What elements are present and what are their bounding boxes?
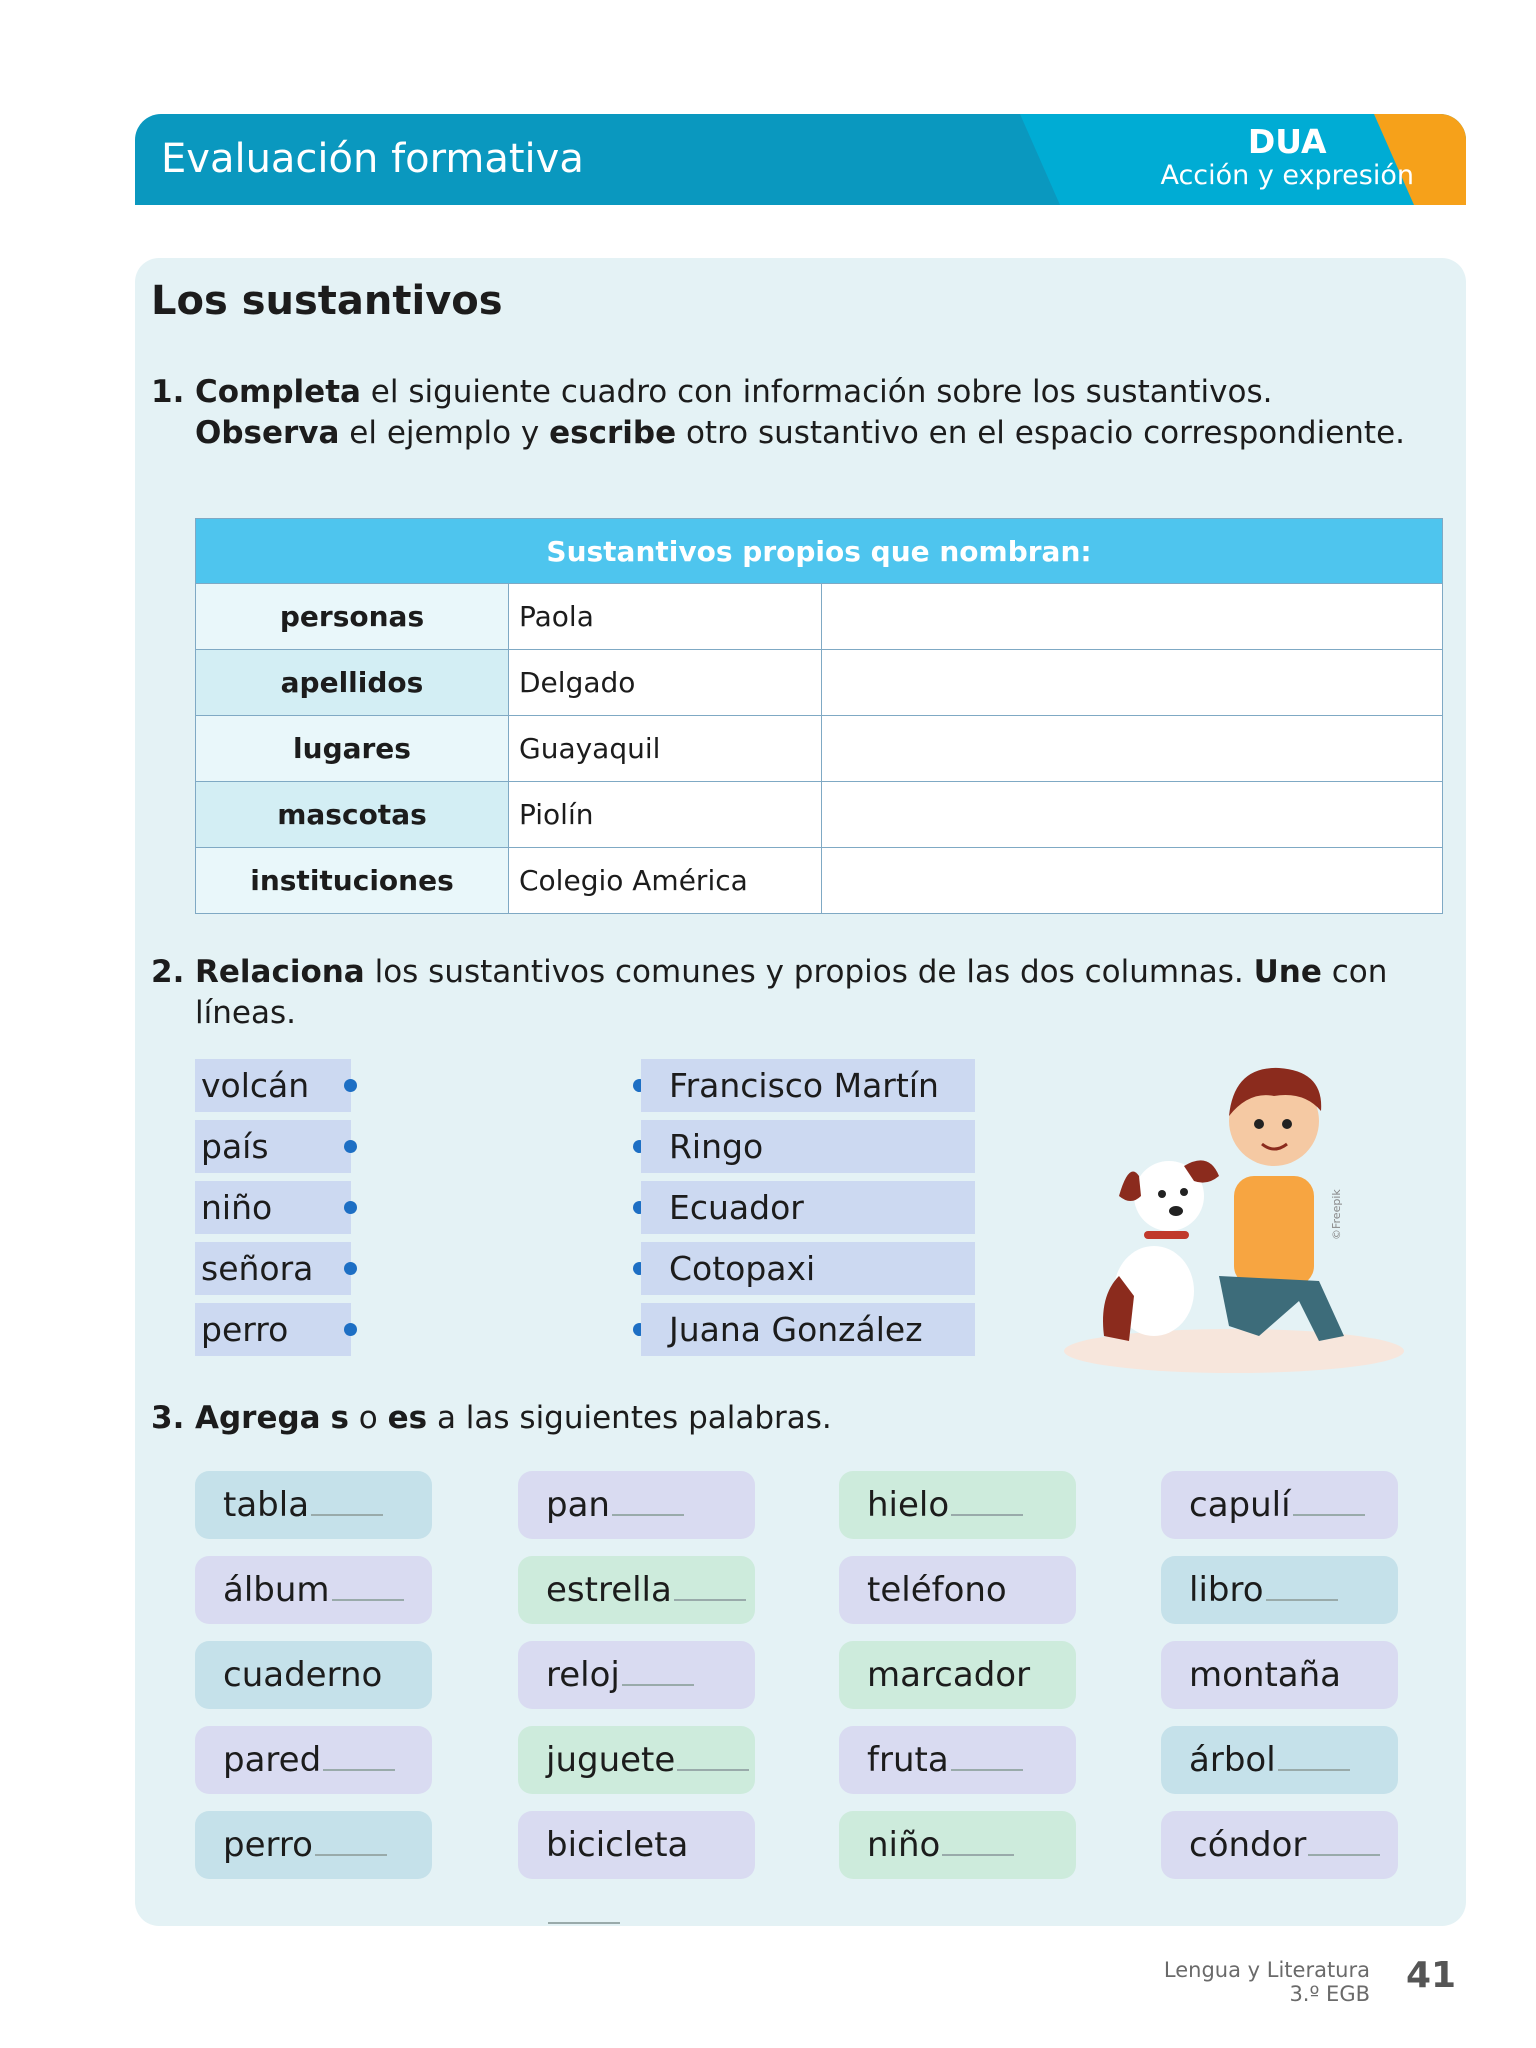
answer-cell[interactable] — [822, 584, 1443, 650]
answer-blank[interactable] — [1278, 1769, 1350, 1771]
word-card — [195, 1556, 432, 1624]
left-connector-dot[interactable] — [344, 1079, 357, 1092]
q1-verb: escribe — [549, 415, 677, 451]
word: capulí — [1189, 1485, 1291, 1525]
answer-blank[interactable] — [548, 1922, 620, 1924]
word-card — [195, 1726, 432, 1794]
word-card — [518, 1811, 755, 1879]
q2-text: los sustantivos comunes y propios de las dos columnas. — [364, 954, 1254, 990]
word-card — [518, 1556, 755, 1624]
table-row — [196, 716, 1443, 782]
answer-blank[interactable] — [1293, 1514, 1365, 1516]
example-cell: Piolín — [509, 782, 822, 848]
image-credit: ©Freepik — [1330, 1189, 1343, 1240]
answer-blank[interactable] — [315, 1854, 387, 1856]
word: álbum — [223, 1570, 330, 1610]
word: pared — [223, 1740, 322, 1780]
answer-blank[interactable] — [323, 1769, 395, 1771]
q2-verb: Relaciona — [195, 954, 365, 990]
proper-noun-label: Cotopaxi — [641, 1242, 975, 1295]
page-number: 41 — [1406, 1955, 1457, 1996]
category-cell: personas — [196, 584, 509, 650]
word: árbol — [1189, 1740, 1276, 1780]
word-card — [195, 1641, 432, 1709]
category-cell: instituciones — [196, 848, 509, 914]
word: pan — [546, 1485, 610, 1525]
word: teléfono — [867, 1570, 1007, 1610]
footer-info — [1164, 1958, 1370, 2006]
category-cell: mascotas — [196, 782, 509, 848]
answer-blank[interactable] — [951, 1769, 1023, 1771]
answer-blank[interactable] — [622, 1684, 694, 1686]
word: reloj — [546, 1655, 620, 1695]
word: estrella — [546, 1570, 672, 1610]
footer-subject: Lengua y Literatura — [1163, 1958, 1370, 1982]
question-2 — [151, 952, 1411, 1034]
answer-cell[interactable] — [822, 716, 1443, 782]
example-cell: Paola — [509, 584, 822, 650]
q1-verb: Observa — [195, 415, 340, 451]
word-card — [839, 1556, 1076, 1624]
left-connector-dot[interactable] — [344, 1201, 357, 1214]
answer-blank[interactable] — [951, 1514, 1023, 1516]
category-cell: apellidos — [196, 650, 509, 716]
common-noun-label: perro — [195, 1303, 351, 1356]
category-cell: lugares — [196, 716, 509, 782]
word: cuaderno — [223, 1655, 383, 1695]
word: libro — [1189, 1570, 1264, 1610]
word-card — [195, 1471, 432, 1539]
answer-blank[interactable] — [942, 1854, 1014, 1856]
word: juguete — [546, 1740, 676, 1780]
dua-badge — [1160, 124, 1414, 192]
answer-cell[interactable] — [822, 848, 1443, 914]
answer-blank[interactable] — [612, 1514, 684, 1516]
table-row — [196, 782, 1443, 848]
q2-text: con líneas. — [195, 954, 1388, 1031]
q3-text: o — [348, 1400, 388, 1436]
q1-verb: Completa — [195, 374, 361, 410]
word-card — [1161, 1811, 1398, 1879]
q3-suffix: es — [387, 1400, 428, 1436]
word-card — [839, 1641, 1076, 1709]
word-card — [839, 1471, 1076, 1539]
q3-text — [321, 1400, 331, 1436]
common-noun-label: señora — [195, 1242, 351, 1295]
answer-blank[interactable] — [677, 1769, 749, 1771]
q3-suffix: s — [330, 1400, 349, 1436]
nouns-table — [195, 518, 1443, 914]
answer-cell[interactable] — [822, 782, 1443, 848]
q1-text: otro sustantivo en el espacio correspondiente. — [676, 415, 1406, 451]
question-number: 1. — [151, 374, 185, 410]
common-noun-label: niño — [195, 1181, 351, 1234]
question-3 — [151, 1398, 1411, 1439]
answer-cell[interactable] — [822, 650, 1443, 716]
left-connector-dot[interactable] — [344, 1262, 357, 1275]
proper-noun-label: Juana González — [641, 1303, 975, 1356]
answer-blank[interactable] — [311, 1514, 383, 1516]
question-number: 3. — [151, 1400, 185, 1436]
word: perro — [223, 1825, 313, 1865]
proper-noun-label: Ringo — [641, 1120, 975, 1173]
word-card — [1161, 1726, 1398, 1794]
question-number: 2. — [151, 954, 185, 990]
left-connector-dot[interactable] — [344, 1323, 357, 1336]
header-title: Evaluación formativa — [161, 136, 584, 182]
example-cell: Colegio América — [509, 848, 822, 914]
word: marcador — [867, 1655, 1031, 1695]
table-header: Sustantivos propios que nombran: — [196, 519, 1443, 584]
word-card — [518, 1641, 755, 1709]
q3-text: a las siguientes palabras. — [427, 1400, 832, 1436]
word: fruta — [867, 1740, 949, 1780]
common-noun-label: país — [195, 1120, 351, 1173]
example-cell: Delgado — [509, 650, 822, 716]
answer-blank[interactable] — [1308, 1854, 1380, 1856]
boy-and-dog-illustration — [1059, 1046, 1410, 1377]
header-banner — [135, 114, 1466, 205]
proper-noun-label: Francisco Martín — [641, 1059, 975, 1112]
question-1 — [151, 372, 1411, 454]
proper-noun-label: Ecuador — [641, 1181, 975, 1234]
word-card — [518, 1471, 755, 1539]
word-card — [195, 1811, 432, 1879]
footer-grade: 3.º EGB — [1289, 1982, 1370, 2006]
word-card — [839, 1811, 1076, 1879]
q1-text: el siguiente cuadro con información sobre los sustantivos. — [360, 374, 1273, 410]
table-row — [196, 584, 1443, 650]
table-row — [196, 650, 1443, 716]
section-title: Los sustantivos — [151, 278, 503, 324]
word: hielo — [867, 1485, 950, 1525]
q3-verb: Agrega — [195, 1400, 321, 1436]
common-noun-label: volcán — [195, 1059, 351, 1112]
answer-blank[interactable] — [1266, 1599, 1338, 1601]
word: tabla — [223, 1485, 310, 1525]
word: niño — [867, 1825, 941, 1865]
example-cell: Guayaquil — [509, 716, 822, 782]
word-card — [1161, 1556, 1398, 1624]
table-row — [196, 848, 1443, 914]
word-card — [1161, 1471, 1398, 1539]
word-card — [518, 1726, 755, 1794]
left-connector-dot[interactable] — [344, 1140, 357, 1153]
q1-text: el ejemplo y — [339, 415, 550, 451]
word-card — [1161, 1641, 1398, 1709]
answer-blank[interactable] — [332, 1599, 404, 1601]
q2-verb: Une — [1253, 954, 1322, 990]
word: montaña — [1189, 1655, 1342, 1695]
word-card — [839, 1726, 1076, 1794]
answer-blank[interactable] — [674, 1599, 746, 1601]
dua-subtitle: Acción y expresión — [1160, 160, 1414, 191]
word: cóndor — [1189, 1825, 1307, 1865]
dua-label: DUA — [1247, 122, 1327, 161]
word: bicicleta — [546, 1825, 689, 1865]
